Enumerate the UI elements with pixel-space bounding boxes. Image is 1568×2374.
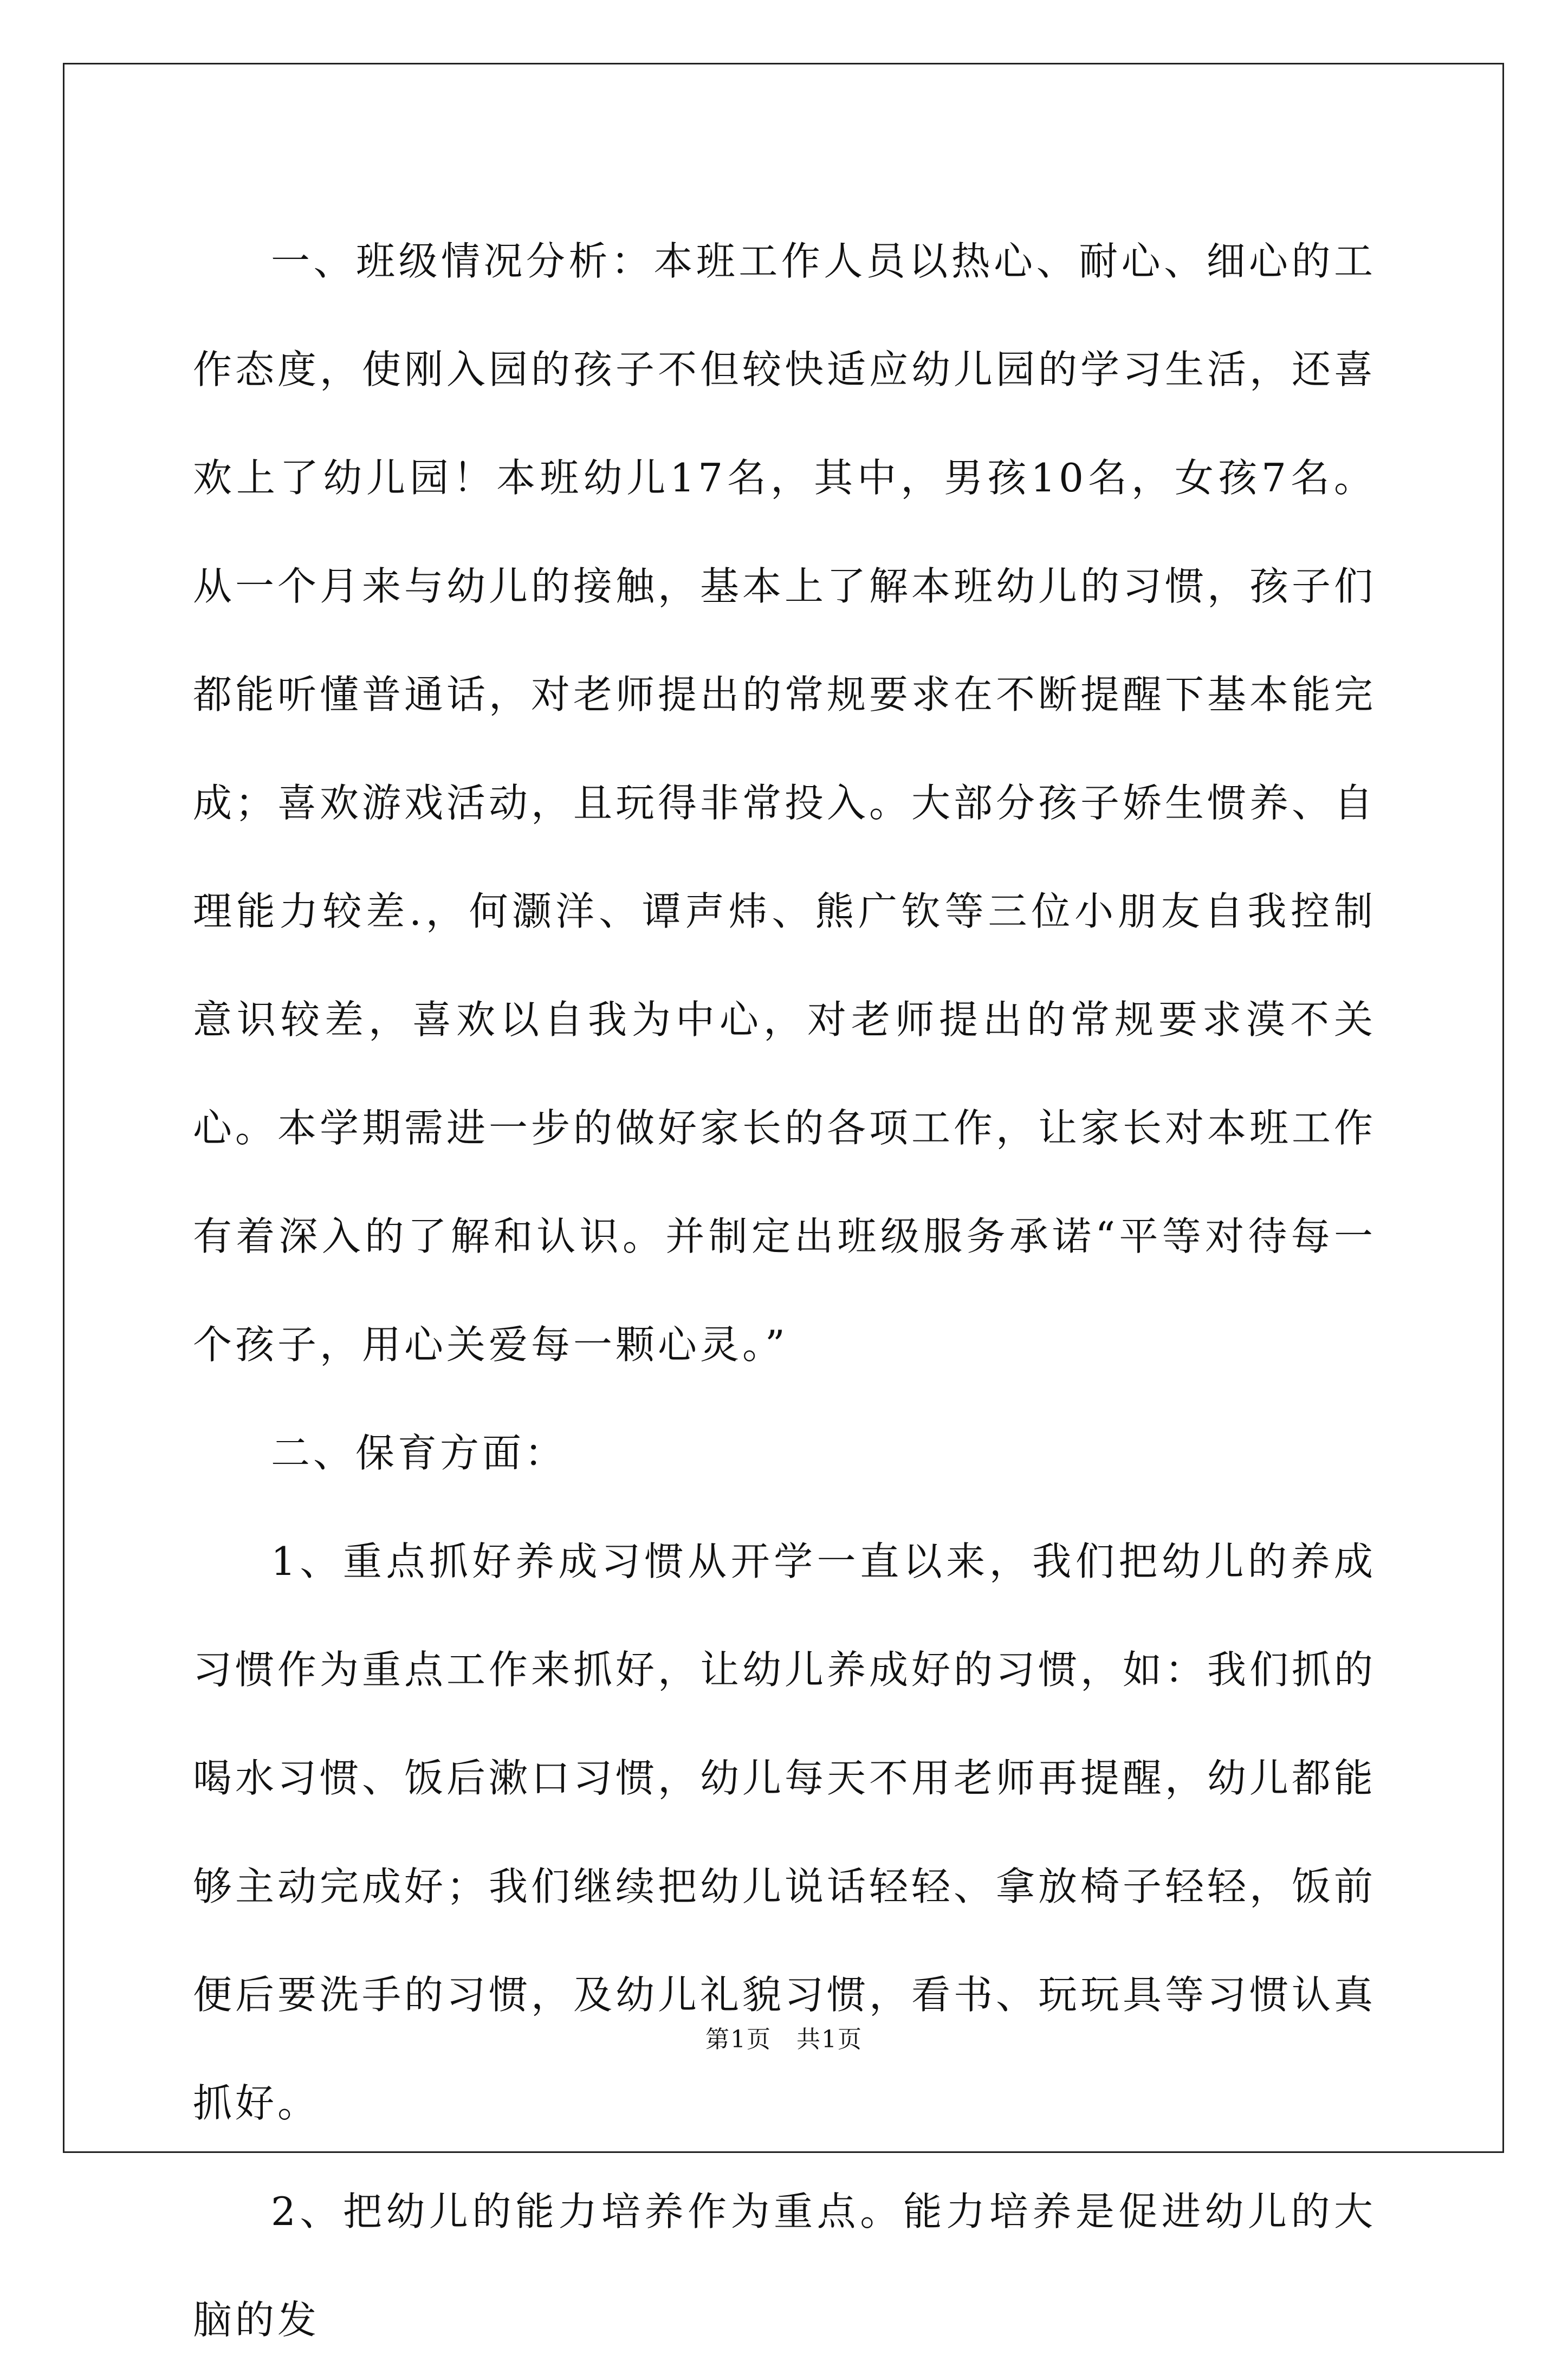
page-number-footer: 第1页 共1页 xyxy=(705,2026,863,2053)
paragraph-care-heading: 二、保育方面： xyxy=(271,1430,567,1476)
paragraph-habits: 1、重点抓好养成习惯从开学一直以来，我们把幼儿的养成习惯作为重点工作来抓好，让幼儿养成好的习惯，如：我们抓的喝水习惯、饭后漱口习惯，幼儿每天不用老师再提醒，幼儿都能够主动完成好；我们继续把幼儿说话轻轻、拿放椅子轻轻，饭前便后要洗手的习惯，及幼儿礼貌习惯，看书、玩玩具等习惯认真抓好。 xyxy=(193,1539,1377,2126)
paragraph-class-analysis: 一、班级情况分析：本班工作人员以热心、耐心、细心的工作态度，使刚入园的孩子不但较快适应幼儿园的学习生活，还喜欢上了幼儿园！本班幼儿17名，其中，男孩10名，女孩7名。从一个月来与幼儿的接触，基本上了解本班幼儿的习惯，孩子们都能听懂普通话，对老师提出的常规要求在不断提醒下基本能完成；喜欢游戏活动，且玩得非常投入。大部分孩子娇生惯养、自理能力较差.，何灏洋、谭声炜、熊广钦等三位小朋友自我控制意识较差，喜欢以自我为中心，对老师提出的常规要求漠不关心。本学期需进一步的做好家长的各项工作，让家长对本班工作有着深入的了解和认识。并制定出班级服务承诺“平等对待每一个孩子，用心关爱每一颗心灵。” xyxy=(193,238,1377,1367)
paragraph-ability: 2、把幼儿的能力培养作为重点。能力培养是促进幼儿的大脑的发 xyxy=(193,2189,1376,2343)
